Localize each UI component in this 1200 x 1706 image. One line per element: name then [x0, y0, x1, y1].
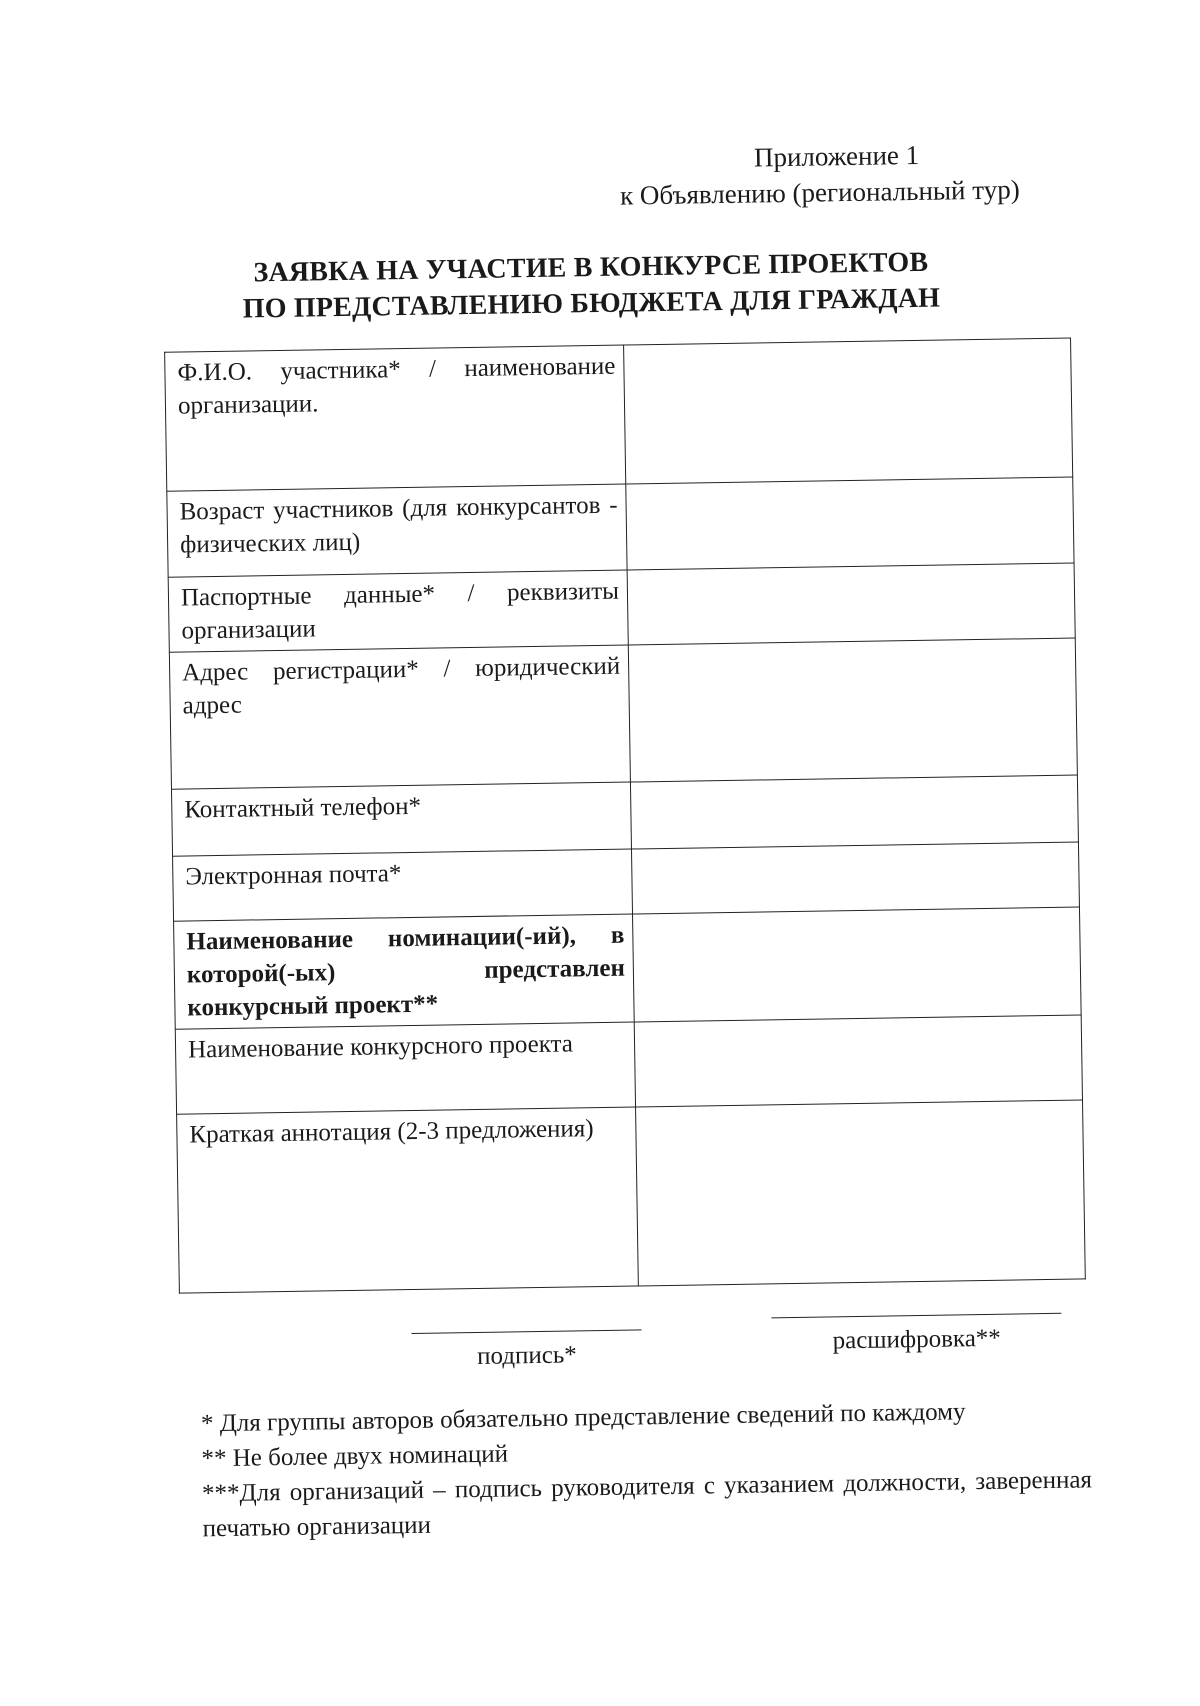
title-line-1: ЗАЯВКА НА УЧАСТИЕ В КОНКУРСЕ ПРОЕКТОВ	[253, 246, 929, 289]
field-nomination[interactable]	[633, 907, 1082, 1022]
field-address[interactable]	[628, 638, 1077, 782]
signature-caption: подпись*	[476, 1341, 577, 1370]
field-project-name[interactable]	[634, 1015, 1082, 1107]
form-row-age	[167, 477, 1074, 577]
field-participant-age[interactable]	[626, 477, 1074, 570]
footnote-2: ** Не более двух номинаций	[201, 1440, 509, 1473]
label-project-name: Наименование конкурсного проекта	[175, 1022, 635, 1114]
form-row-annotation	[177, 1100, 1086, 1293]
signature-decode-caption: расшифровка**	[832, 1324, 1002, 1355]
signature-decode-line[interactable]	[771, 1313, 1061, 1319]
field-passport-details[interactable]	[627, 563, 1075, 645]
label-annotation: Краткая аннотация (2-3 предложения)	[177, 1107, 639, 1293]
form-row-address	[169, 638, 1077, 789]
field-phone[interactable]	[630, 775, 1078, 849]
field-participant-name[interactable]	[624, 338, 1073, 484]
label-participant-age: Возраст участников (для конкурсантов - физических лиц)	[167, 484, 627, 577]
label-address: Адрес регистрации* / юридический адрес	[169, 645, 630, 789]
appendix-header	[619, 135, 1020, 213]
signature-line[interactable]	[412, 1329, 642, 1334]
label-nomination: Наименование номинации(-ий), в которой(-ых) представлен конкурсный проект**	[174, 914, 635, 1029]
label-passport-details: Паспортные данные* / реквизиты организации	[168, 570, 628, 652]
label-participant-name: Ф.И.О. участника* / наименование организации.	[165, 345, 626, 491]
signature-block	[412, 1329, 643, 1372]
appendix-number: Приложение 1	[753, 139, 920, 173]
footnote-1: * Для группы авторов обязательно представление сведений по каждому	[200, 1398, 966, 1438]
form-row-project-name	[175, 1015, 1082, 1114]
appendix-reference: к Объявлению (региональный тур)	[619, 174, 1020, 211]
form-row-name	[165, 338, 1073, 491]
signature-decode-block	[771, 1313, 1062, 1357]
footnotes	[201, 1392, 1093, 1546]
application-form-table	[164, 338, 1086, 1294]
footnote-3: ***Для организаций – подпись руководителя с указанием должности, заверенная печатью организации	[201, 1466, 1093, 1543]
field-annotation[interactable]	[636, 1100, 1086, 1286]
field-email[interactable]	[631, 842, 1079, 914]
label-phone: Контактный телефон*	[171, 782, 631, 856]
form-row-passport	[168, 563, 1075, 652]
document-title	[171, 243, 1012, 328]
form-row-nomination	[174, 907, 1082, 1029]
label-email: Электронная почта*	[173, 849, 633, 921]
title-line-2: ПО ПРЕДСТАВЛЕНИЮ БЮДЖЕТА ДЛЯ ГРАЖДАН	[242, 282, 941, 325]
